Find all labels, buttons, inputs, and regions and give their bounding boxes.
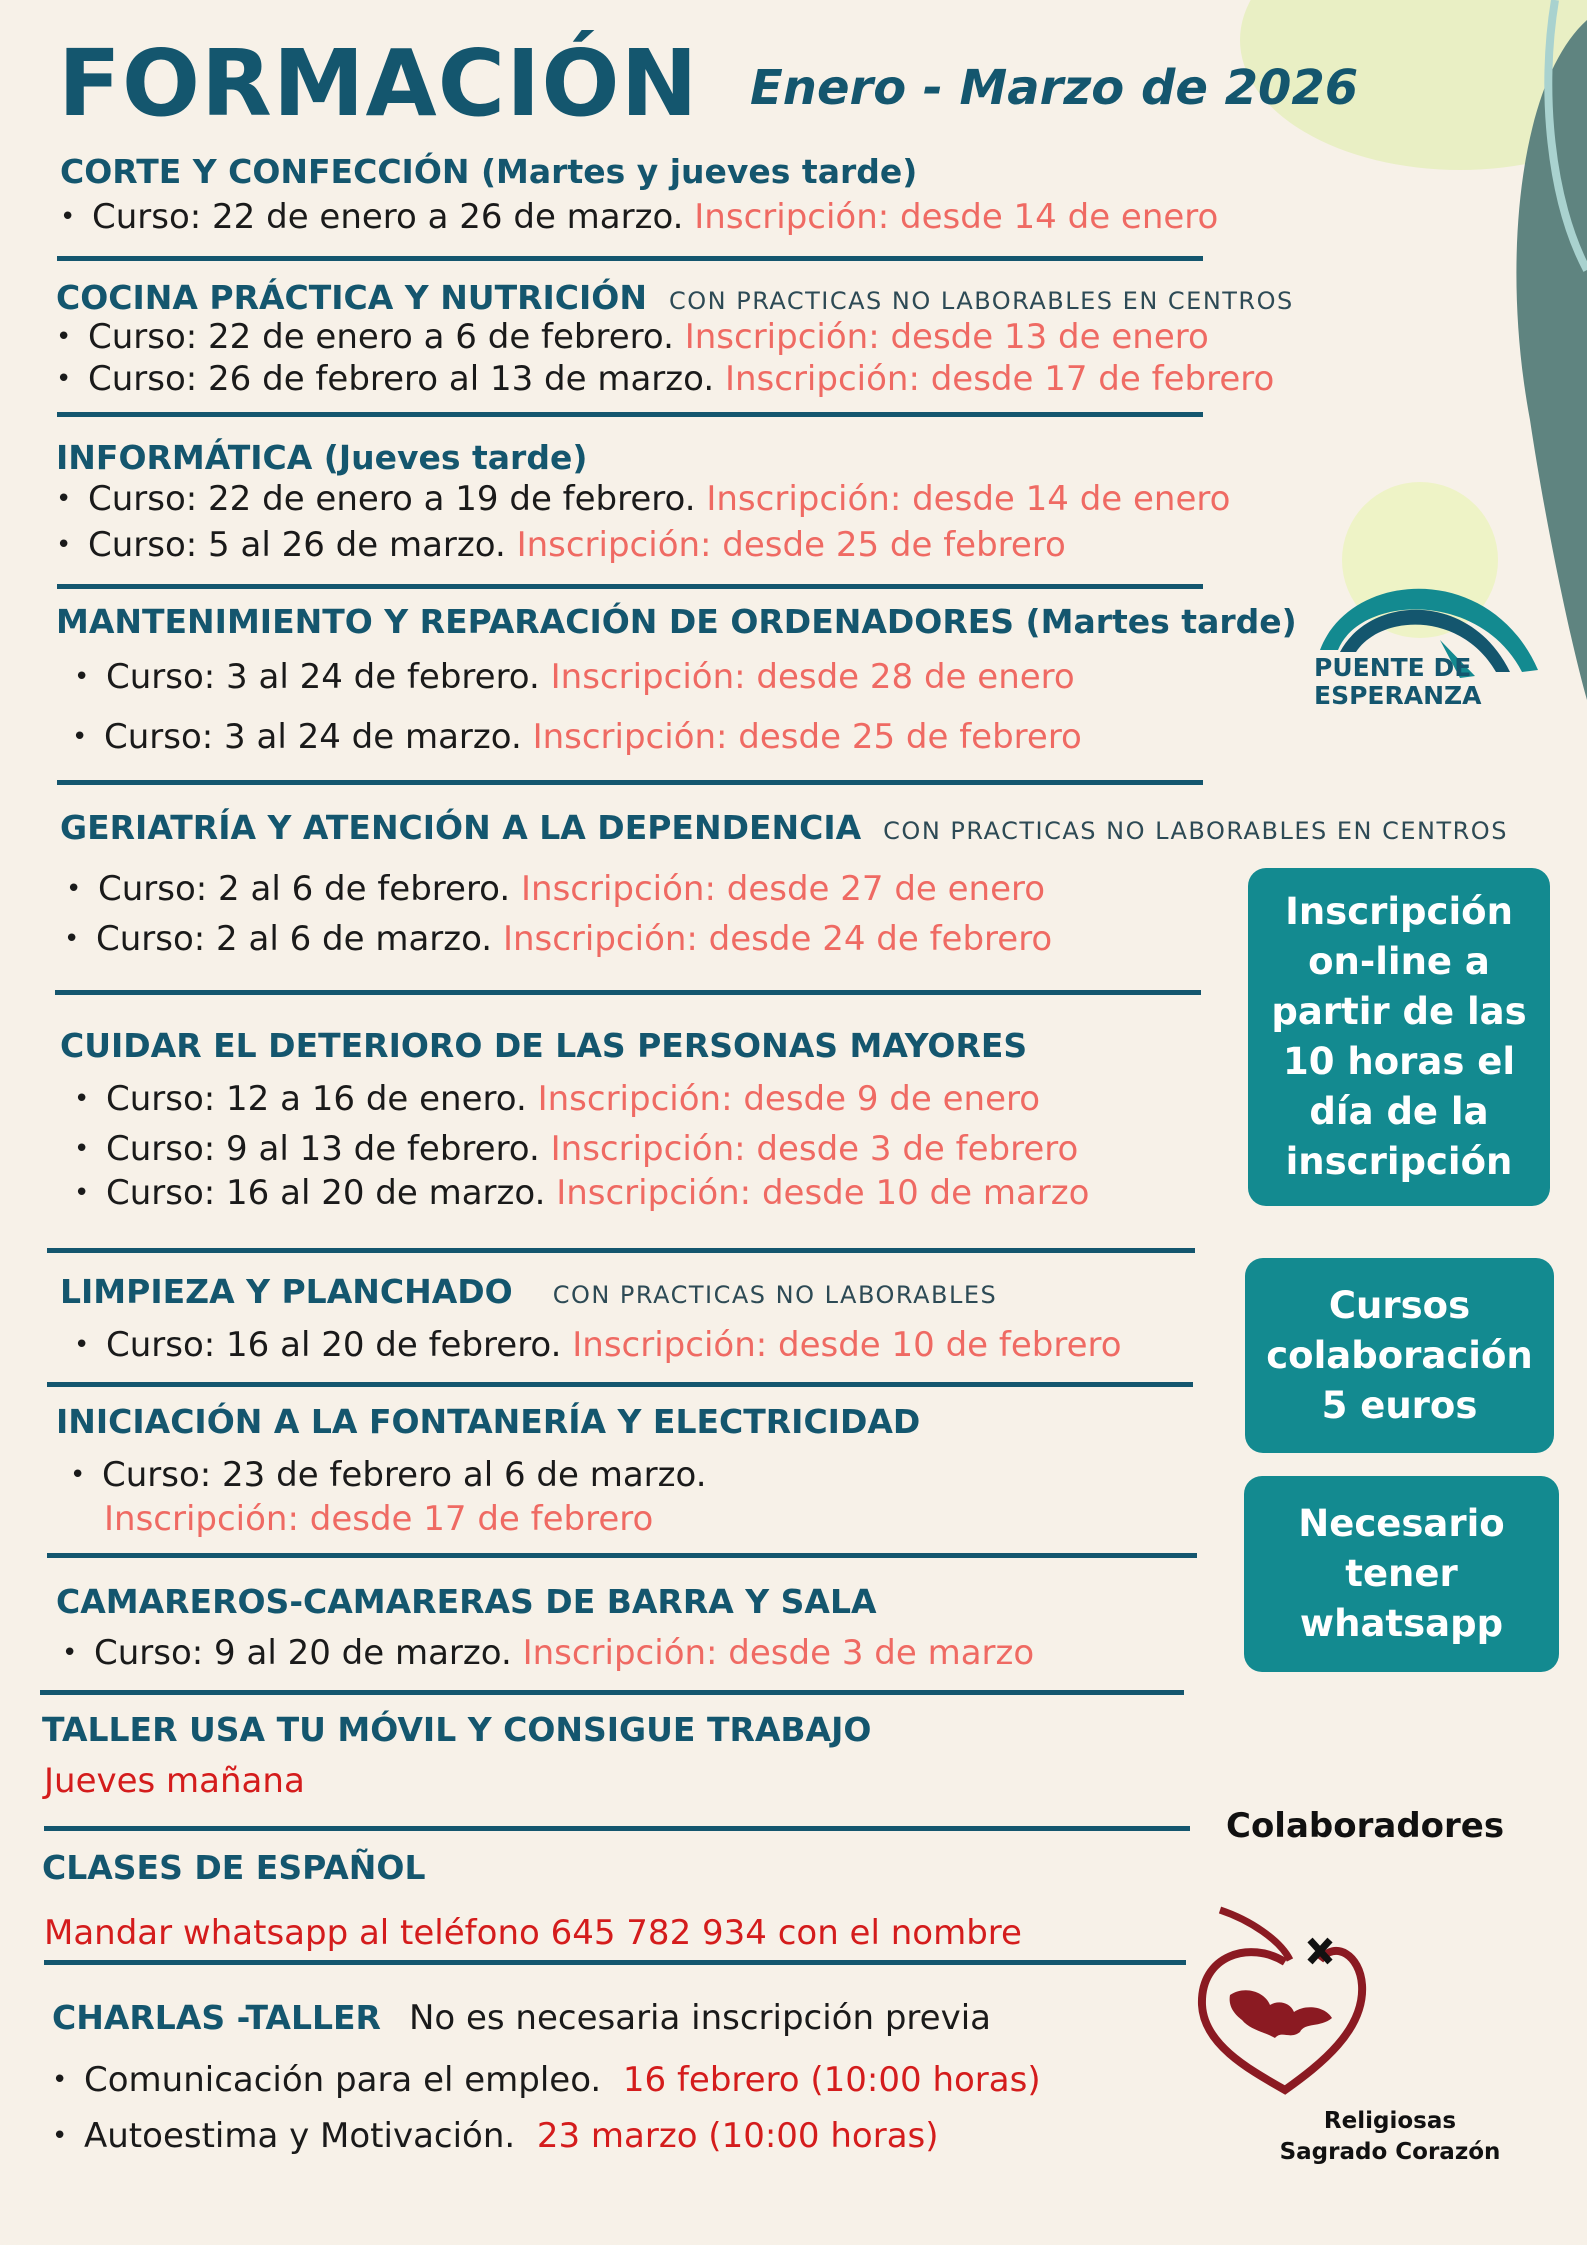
divider xyxy=(57,256,1203,261)
list-item: • Curso: 5 al 26 de marzo. Inscripción: desde 25 de febrero xyxy=(56,525,1066,565)
heart-world-icon xyxy=(1190,1900,1380,2100)
bullet-icon: • xyxy=(74,1084,90,1114)
section-title: CAMAREROS-CAMARERAS DE BARRA Y SALA xyxy=(56,1582,877,1621)
bullet-icon: • xyxy=(60,202,76,232)
section-title: LIMPIEZA Y PLANCHADO xyxy=(60,1272,513,1311)
section-cocina xyxy=(56,278,1294,399)
list-item: • Curso: 2 al 6 de febrero. Inscripción: desde 27 de enero xyxy=(66,869,1046,909)
section-taller-movil xyxy=(42,1710,871,1801)
section-informatica xyxy=(56,438,1230,565)
whatsapp-box: Necesario tener whatsapp xyxy=(1244,1476,1559,1672)
section-detail: Jueves mañana xyxy=(44,1761,305,1801)
list-item: • Curso: 2 al 6 de marzo. Inscripción: desde 24 de febrero xyxy=(64,919,1053,959)
section-camareros xyxy=(56,1582,1034,1673)
bullet-icon: • xyxy=(52,2065,68,2095)
religiosas-sagrado-corazon-logo xyxy=(1190,1900,1380,2100)
page-title: FORMACIÓN xyxy=(58,30,699,137)
inscription-date: Inscripción: desde 17 de febrero xyxy=(104,1499,654,1539)
bullet-icon: • xyxy=(74,1330,90,1360)
list-item: • Curso: 22 de enero a 26 de marzo. Inscripción: desde 14 de enero xyxy=(60,197,1219,237)
bullet-icon: • xyxy=(52,2121,68,2151)
section-title: CORTE Y CONFECCIÓN (Martes y jueves tarde) xyxy=(60,152,918,191)
section-espanol xyxy=(42,1848,1022,1953)
list-item: • Curso: 22 de enero a 6 de febrero. Inscripción: desde 13 de enero xyxy=(56,317,1209,357)
section-charlas xyxy=(52,1998,1041,2156)
bullet-icon: • xyxy=(74,662,90,692)
list-item: • Curso: 9 al 13 de febrero. Inscripción: desde 3 de febrero xyxy=(74,1129,1079,1169)
list-item: • Curso: 26 de febrero al 13 de marzo. Inscripción: desde 17 de febrero xyxy=(56,359,1275,399)
section-title: TALLER USA TU MÓVIL Y CONSIGUE TRABAJO xyxy=(42,1710,872,1749)
divider xyxy=(40,1690,1184,1695)
list-item: • Comunicación para el empleo. 16 febrero (10:00 horas) xyxy=(52,2060,1041,2100)
section-note: CON PRACTICAS NO LABORABLES xyxy=(552,1281,998,1309)
bullet-icon: • xyxy=(62,1638,78,1668)
section-title: INFORMÁTICA (Jueves tarde) xyxy=(56,438,588,477)
section-note: CON PRACTICAS NO LABORABLES EN CENTROS xyxy=(668,287,1294,315)
section-title: INICIACIÓN A LA FONTANERÍA Y ELECTRICIDAD xyxy=(56,1402,921,1441)
section-title: CLASES DE ESPAÑOL xyxy=(42,1848,426,1887)
section-corte xyxy=(60,152,1218,237)
section-fontaneria xyxy=(56,1402,920,1539)
divider xyxy=(55,990,1201,995)
list-item: • Curso: 22 de enero a 19 de febrero. Inscripción: desde 14 de enero xyxy=(56,479,1231,519)
divider xyxy=(44,1960,1186,1965)
list-item: • Curso: 12 a 16 de enero. Inscripción: desde 9 de enero xyxy=(74,1079,1041,1119)
section-limpieza xyxy=(60,1272,1122,1365)
list-item: • Curso: 3 al 24 de febrero. Inscripción: desde 28 de enero xyxy=(74,657,1075,697)
list-item: • Autoestima y Motivación. 23 marzo (10:00 horas) xyxy=(52,2116,939,2156)
bullet-icon: • xyxy=(72,722,88,752)
section-cuidar xyxy=(60,1026,1089,1213)
list-item: • Curso: 23 de febrero al 6 de marzo. xyxy=(70,1455,707,1495)
bullet-icon: • xyxy=(56,530,72,560)
divider xyxy=(57,584,1203,589)
section-title: COCINA PRÁCTICA Y NUTRICIÓN xyxy=(56,278,647,317)
bullet-icon: • xyxy=(56,364,72,394)
period-subtitle: Enero - Marzo de 2026 xyxy=(750,60,1359,116)
list-item: • Curso: 16 al 20 de febrero. Inscripción: desde 10 de febrero xyxy=(74,1325,1122,1365)
divider xyxy=(57,412,1203,417)
divider xyxy=(47,1248,1195,1253)
price-box: Cursos colaboración 5 euros xyxy=(1245,1258,1554,1453)
section-title: CUIDAR EL DETERIORO DE LAS PERSONAS MAYORES xyxy=(60,1026,1028,1065)
bullet-icon: • xyxy=(74,1178,90,1208)
divider xyxy=(47,1553,1197,1558)
puente-de-esperanza-logo: PUENTE DE ESPERANZA xyxy=(1310,560,1550,720)
divider xyxy=(44,1826,1190,1831)
section-title: MANTENIMIENTO Y REPARACIÓN DE ORDENADORES (Martes tarde) xyxy=(56,602,1297,641)
bullet-icon: • xyxy=(64,924,80,954)
section-title: CHARLAS -TALLER xyxy=(52,1998,381,2037)
list-item: • Curso: 3 al 24 de marzo. Inscripción: desde 25 de febrero xyxy=(72,717,1082,757)
section-title: GERIATRÍA Y ATENCIÓN A LA DEPENDENCIA xyxy=(60,808,862,847)
bullet-icon: • xyxy=(66,874,82,904)
section-mantenimiento xyxy=(56,602,1297,757)
bullet-icon: • xyxy=(56,322,72,352)
bullet-icon: • xyxy=(70,1460,86,1490)
section-note: CON PRACTICAS NO LABORABLES EN CENTROS xyxy=(883,817,1508,845)
online-inscription-box: Inscripción on-line a partir de las 10 horas el día de la inscripción xyxy=(1248,868,1550,1206)
bullet-icon: • xyxy=(74,1134,90,1164)
divider xyxy=(57,780,1203,785)
list-item: • Curso: 16 al 20 de marzo. Inscripción: desde 10 de marzo xyxy=(74,1173,1090,1213)
collaborator-name: Religiosas Sagrado Corazón xyxy=(1279,2108,1501,2165)
section-detail: Mandar whatsapp al teléfono 645 782 934 con el nombre xyxy=(44,1913,1022,1953)
bullet-icon: • xyxy=(56,484,72,514)
section-note: No es necesaria inscripción previa xyxy=(408,1998,991,2038)
list-item: • Curso: 9 al 20 de marzo. Inscripción: desde 3 de marzo xyxy=(62,1633,1035,1673)
collaborators-label: Colaboradores xyxy=(1226,1806,1505,1846)
divider xyxy=(47,1382,1193,1387)
